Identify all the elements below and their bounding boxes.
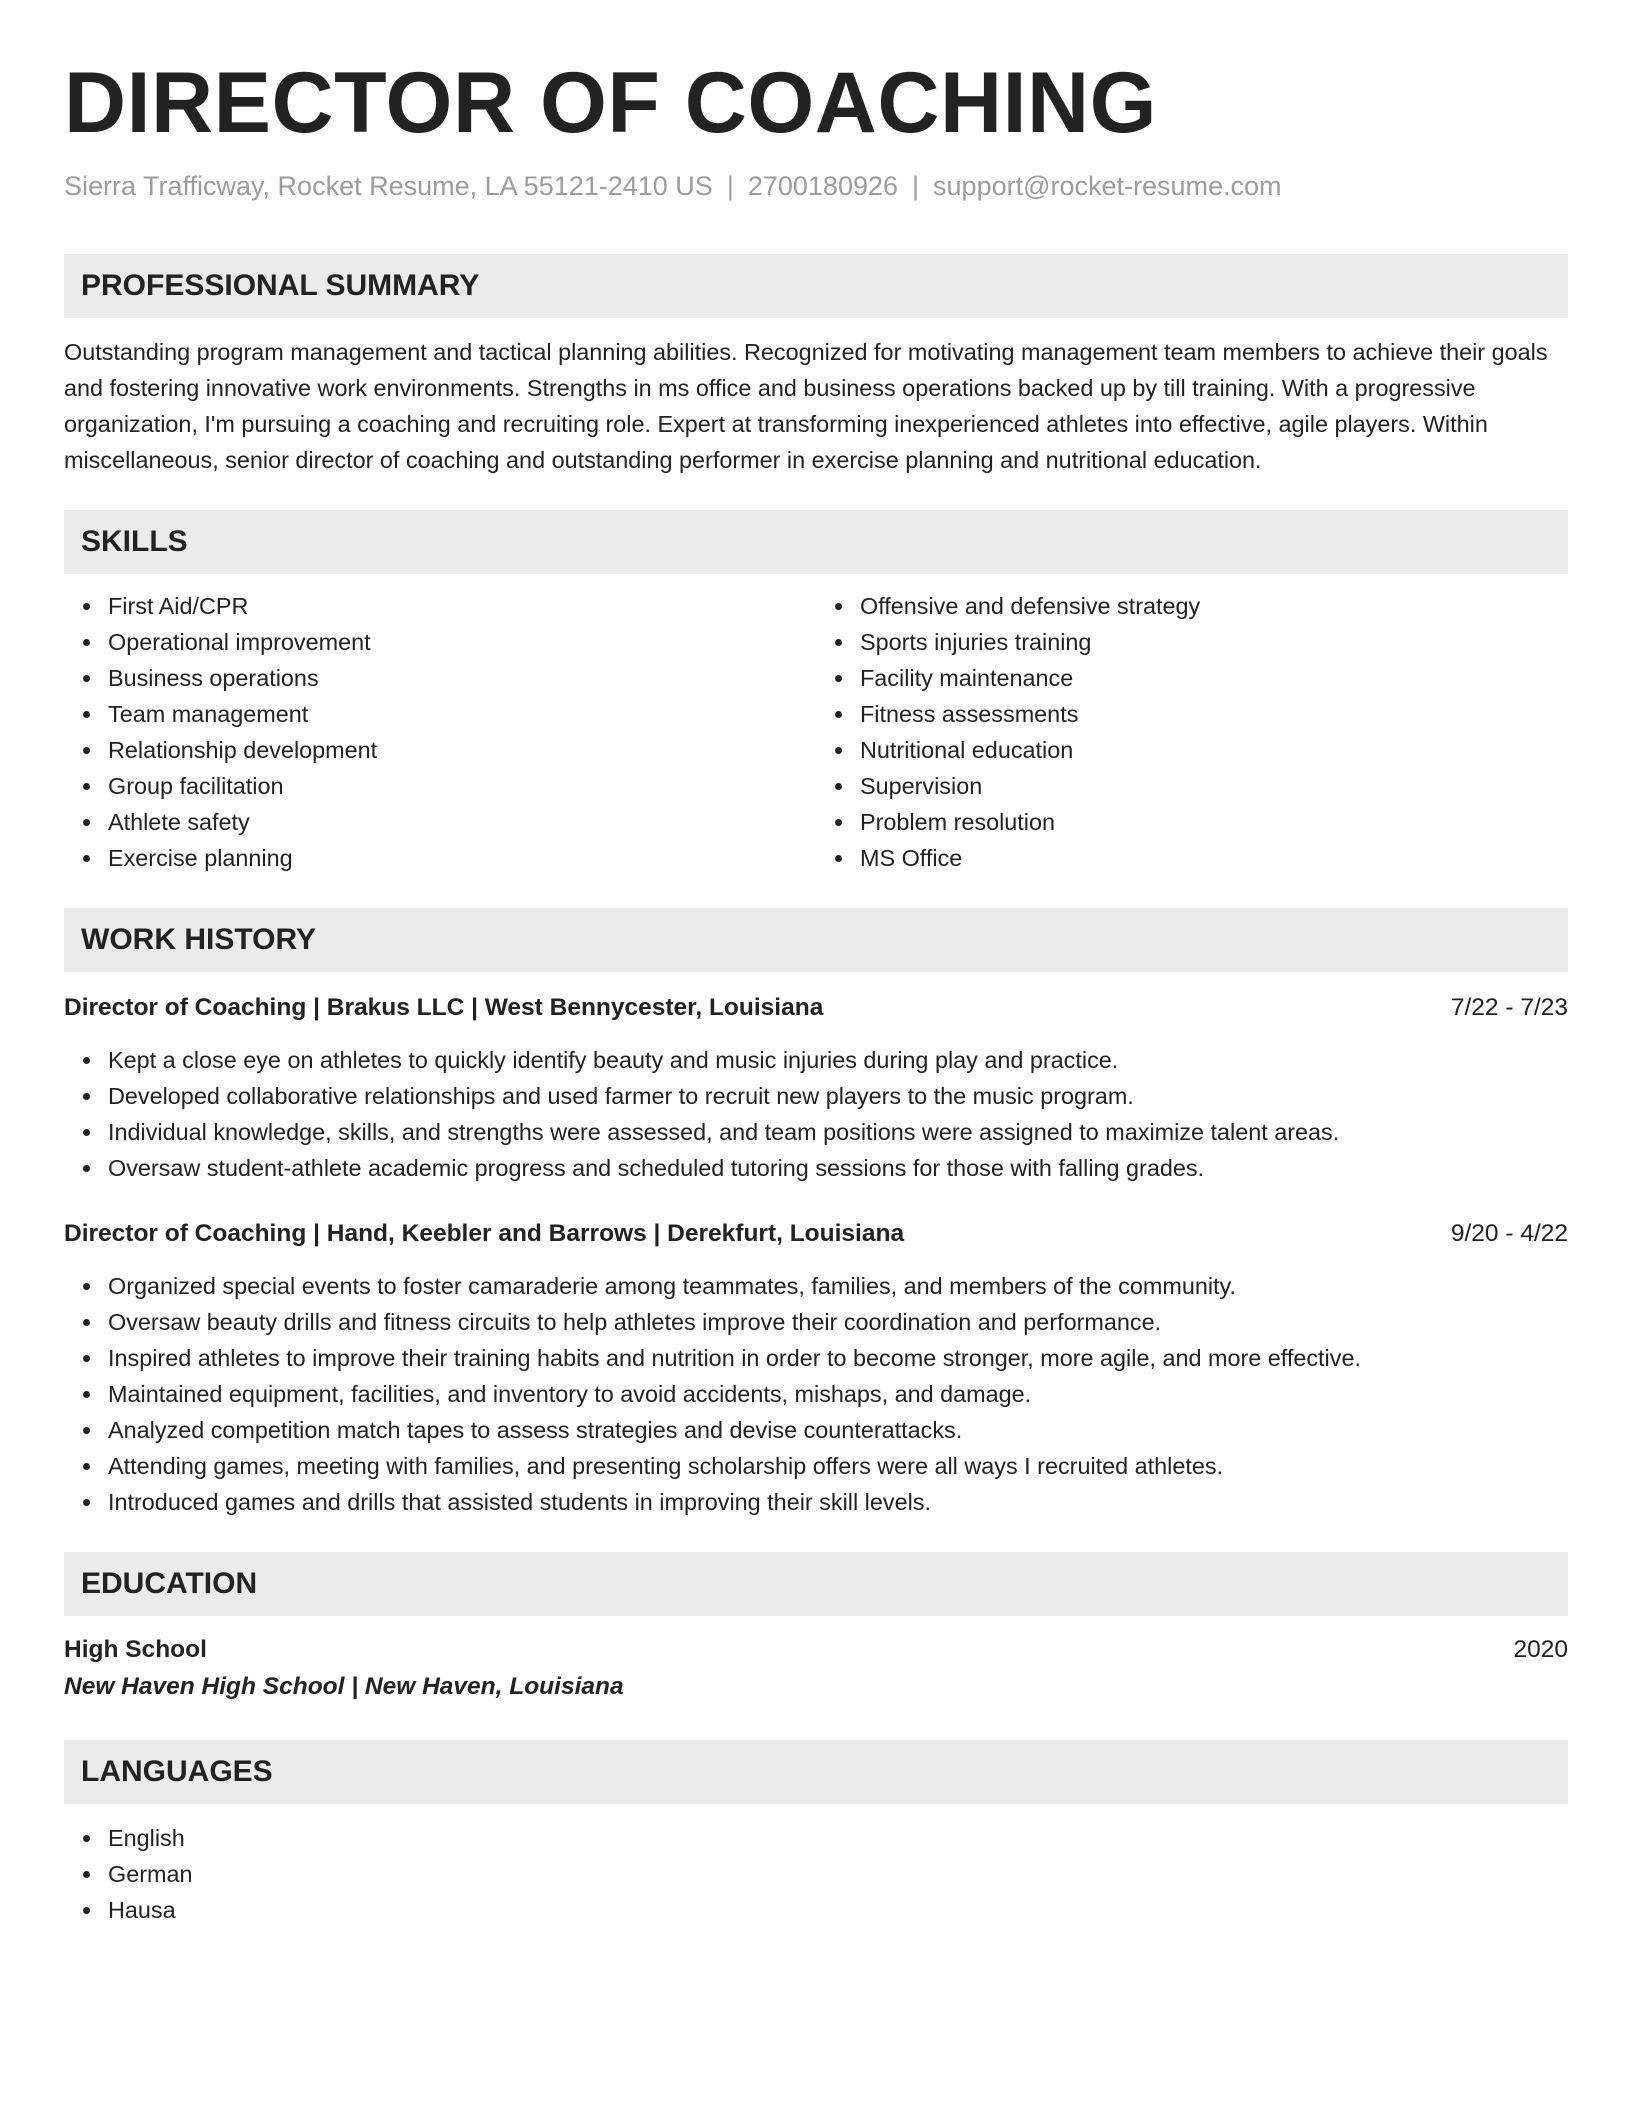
skill-item: Offensive and defensive strategy bbox=[860, 588, 1568, 624]
skill-item: Athlete safety bbox=[108, 804, 816, 840]
contact-phone: 2700180926 bbox=[747, 171, 899, 201]
skill-item: MS Office bbox=[860, 840, 1568, 876]
skill-item: Exercise planning bbox=[108, 840, 816, 876]
job-title-row bbox=[64, 1216, 1568, 1252]
summary-text: Outstanding program management and tactical planning abilities. Recognized for motivating management team members to achieve their goals and fostering innovative work environments. Strengths in ms office and business operations backed up by till training. With a progressive organization, I'm pursuing a coaching and recruiting role. Expert at transforming inexperienced athletes into effective, agile players. Within miscellaneous, senior director of coaching and outstanding performer in exercise planning and nutritional education. bbox=[64, 339, 1548, 473]
job-dates: 9/20 - 4/22 bbox=[1450, 1220, 1568, 1247]
job-title-row bbox=[64, 990, 1568, 1026]
skill-item: Team management bbox=[108, 696, 816, 732]
job-bullet: Maintained equipment, facilities, and inventory to avoid accidents, mishaps, and damage. bbox=[108, 1376, 1568, 1412]
language-item: English bbox=[108, 1820, 1568, 1856]
education-entry bbox=[64, 1632, 1568, 1706]
skills-left-column bbox=[64, 588, 816, 876]
contact-separator: | bbox=[912, 171, 920, 201]
education-section-header: EDUCATION bbox=[64, 1552, 1568, 1616]
job-bullet: Kept a close eye on athletes to quickly identify beauty and music injuries during play and practice. bbox=[108, 1042, 1568, 1078]
job-bullet: Individual knowledge, skills, and strengths were assessed, and team positions were assigned to maximize talent areas. bbox=[108, 1114, 1568, 1150]
job-bullet: Attending games, meeting with families, and presenting scholarship offers were all ways I recruited athletes. bbox=[108, 1448, 1568, 1484]
job-bullet-list bbox=[64, 1042, 1568, 1186]
summary-section-header: PROFESSIONAL SUMMARY bbox=[64, 254, 1568, 318]
skill-item: Business operations bbox=[108, 660, 816, 696]
skill-item: Relationship development bbox=[108, 732, 816, 768]
resume-name-heading: DIRECTOR OF COACHING bbox=[64, 55, 1157, 151]
education-year: 2020 bbox=[1513, 1636, 1568, 1663]
contact-line bbox=[64, 168, 1568, 204]
education-school: New Haven High School | New Haven, Louisiana bbox=[64, 1673, 624, 1700]
skill-item: Fitness assessments bbox=[860, 696, 1568, 732]
skill-item: First Aid/CPR bbox=[108, 588, 816, 624]
job-entry bbox=[64, 990, 1568, 1186]
languages-section-header: LANGUAGES bbox=[64, 1740, 1568, 1804]
job-title: Director of Coaching | Hand, Keebler and Barrows | Derekfurt, Louisiana bbox=[64, 1220, 905, 1247]
contact-email: support@rocket-resume.com bbox=[933, 171, 1282, 201]
job-dates: 7/22 - 7/23 bbox=[1450, 994, 1568, 1021]
job-bullet: Analyzed competition match tapes to assess strategies and devise counterattacks. bbox=[108, 1412, 1568, 1448]
job-bullet: Inspired athletes to improve their training habits and nutrition in order to become stronger, more agile, and more effective. bbox=[108, 1340, 1568, 1376]
job-title: Director of Coaching | Brakus LLC | West Bennycester, Louisiana bbox=[64, 994, 824, 1021]
languages-list bbox=[64, 1820, 1568, 1928]
job-bullet: Introduced games and drills that assisted students in improving their skill levels. bbox=[108, 1484, 1568, 1520]
contact-separator: | bbox=[726, 171, 734, 201]
job-bullet: Oversaw beauty drills and fitness circuits to help athletes improve their coordination and performance. bbox=[108, 1304, 1568, 1340]
skill-item: Sports injuries training bbox=[860, 624, 1568, 660]
education-degree: High School bbox=[64, 1636, 207, 1663]
skills-right-column bbox=[816, 588, 1568, 876]
skill-item: Operational improvement bbox=[108, 624, 816, 660]
language-item: Hausa bbox=[108, 1892, 1568, 1928]
contact-address: Sierra Trafficway, Rocket Resume, LA 55121-2410 US bbox=[64, 171, 713, 201]
skill-item: Group facilitation bbox=[108, 768, 816, 804]
work-history-section-header: WORK HISTORY bbox=[64, 908, 1568, 972]
skills-grid bbox=[64, 588, 1568, 876]
job-bullet: Organized special events to foster camaraderie among teammates, families, and members of the community. bbox=[108, 1268, 1568, 1304]
skills-section-header: SKILLS bbox=[64, 510, 1568, 574]
skill-item: Supervision bbox=[860, 768, 1568, 804]
language-item: German bbox=[108, 1856, 1568, 1892]
skill-item: Nutritional education bbox=[860, 732, 1568, 768]
job-bullet-list bbox=[64, 1268, 1568, 1520]
job-bullet: Developed collaborative relationships and used farmer to recruit new players to the music program. bbox=[108, 1078, 1568, 1114]
skill-item: Facility maintenance bbox=[860, 660, 1568, 696]
job-entry bbox=[64, 1216, 1568, 1520]
skill-item: Problem resolution bbox=[860, 804, 1568, 840]
education-title-row bbox=[64, 1632, 1568, 1668]
job-bullet: Oversaw student-athlete academic progress and scheduled tutoring sessions for those with falling grades. bbox=[108, 1150, 1568, 1186]
